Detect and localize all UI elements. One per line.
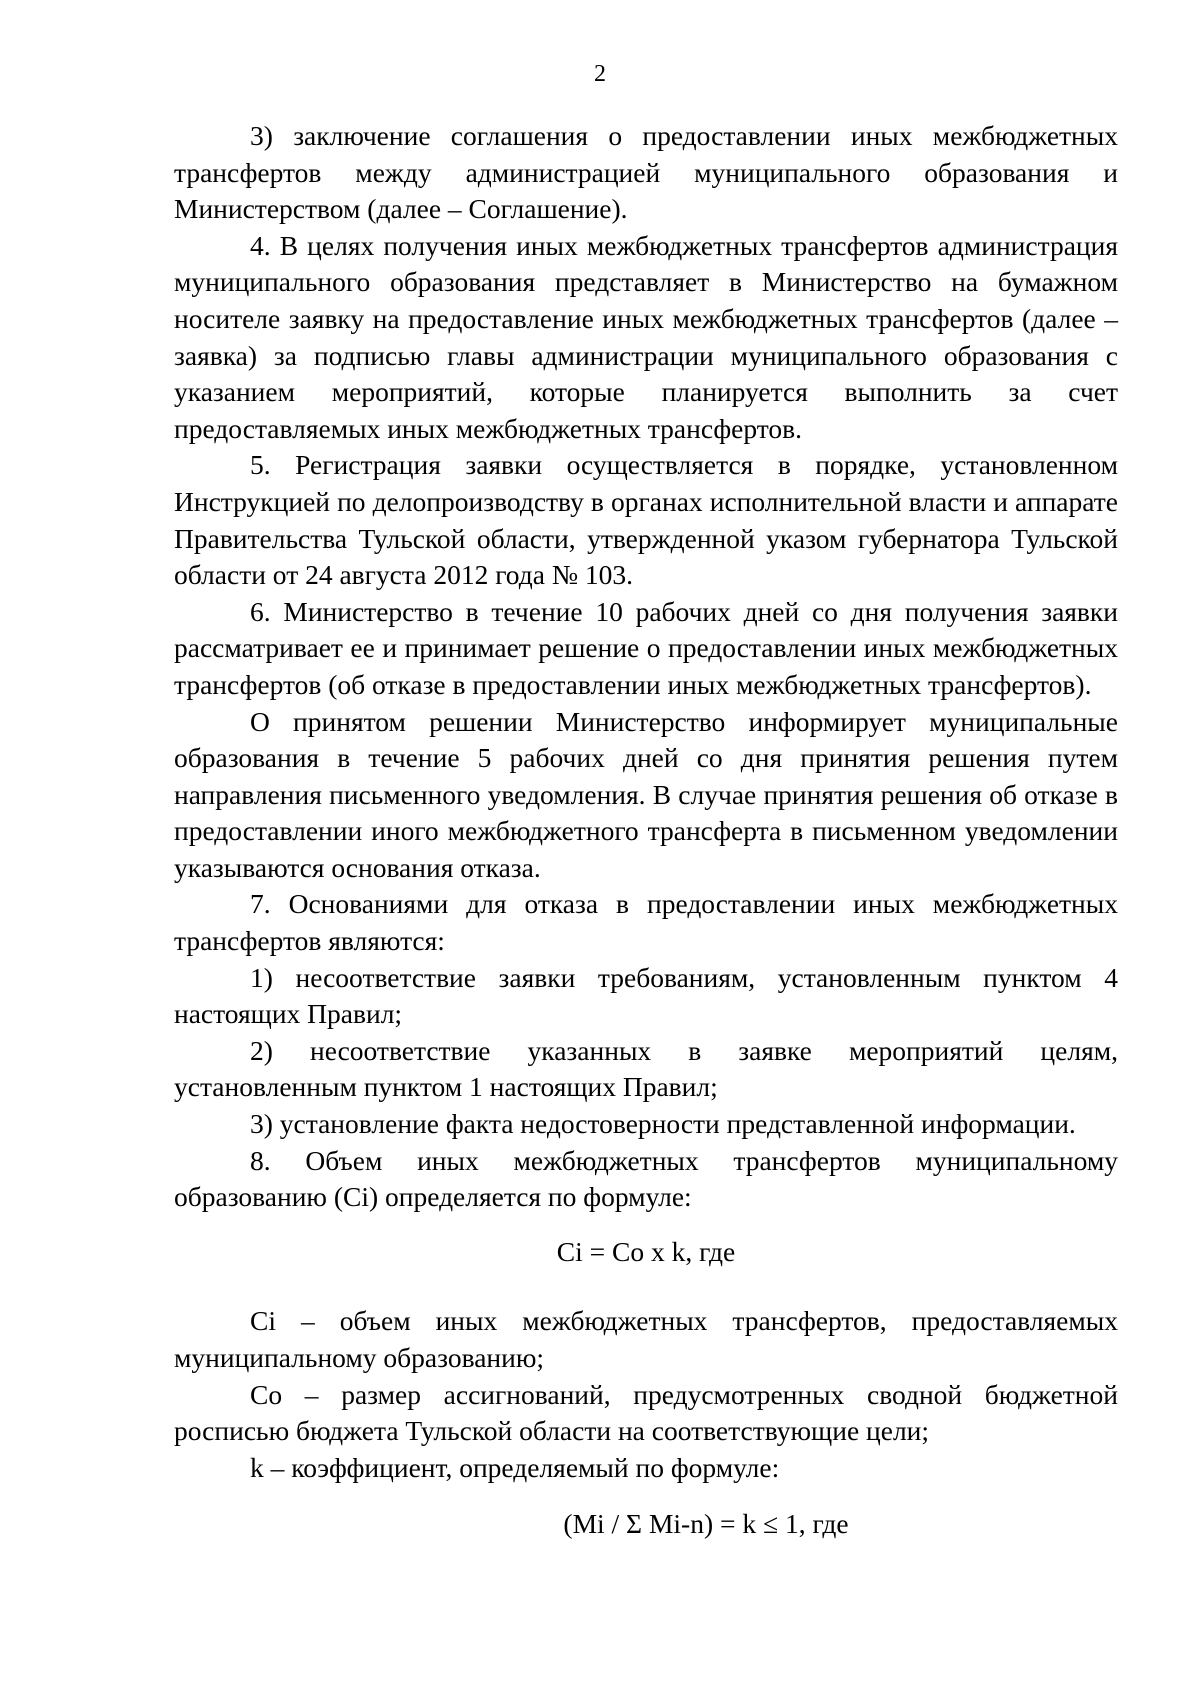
paragraph-clause-5: 5. Регистрация заявки осуществляется в порядке, установленном Инструкцией по делопроизводству в органах исполнительной власти и аппарате Правительства Тульской области, утвержденной указом губернатора Тульской области от 24 августа 2012 года № 103.	[174, 449, 1118, 591]
definition-co: Co – размер ассигнований, предусмотренных сводной бюджетной росписью бюджета Тульской области на соответствующие цели;	[174, 1378, 1118, 1447]
definition-ci: Ci – объем иных межбюджетных трансфертов, предоставляемых муниципальному образованию;	[174, 1305, 1118, 1373]
paragraph-clause-6: 6. Министерство в течение 10 рабочих дней со дня получения заявки рассматривает ее и принимает решение о предоставлении иных межбюджетных трансфертов (об отказе в предоставлении иных межбюджетных трансфертов).	[174, 595, 1118, 700]
formula-k: (Mi / Σ Mi-n) = k ≤ 1, где	[563, 1508, 849, 1540]
paragraph-clause-7: 7. Основаниями для отказа в предоставлении иных межбюджетных трансфертов являются:	[174, 888, 1118, 957]
paragraph-refusal-reason-1: 1) несоответствие заявки требованиям, установленным пунктом 4 настоящих Правил;	[174, 961, 1118, 1030]
page-number: 2	[594, 61, 606, 87]
paragraph-item-3-agreement: 3) заключение соглашения о предоставлении иных межбюджетных трансфертов между администрацией муниципального образования и Министерством (далее – Соглашение).	[174, 120, 1118, 225]
definition-k: k – коэффициент, определяемый по формуле:	[250, 1451, 780, 1483]
paragraph-refusal-reason-2: 2) несоответствие указанных в заявке мероприятий целям, установленным пунктом 1 настоящих Правил;	[174, 1034, 1118, 1103]
paragraph-clause-4: 4. В целях получения иных межбюджетных трансфертов администрация муниципального образования представляет в Министерство на бумажном носителе заявку на предоставление иных межбюджетных трансфертов (далее – заявка) за подписью главы администрации муниципального образования с указанием мероприятий, которые планируется выполнить за счет предоставляемых иных межбюджетных трансфертов.	[174, 229, 1118, 444]
formula-ci: Ci = Co x k, где	[556, 1235, 736, 1267]
document-body	[174, 118, 1118, 1543]
paragraph-clause-8: 8. Объем иных межбюджетных трансфертов муниципальному образованию (Ci) определяется по формуле:	[174, 1144, 1118, 1213]
paragraph-refusal-reason-3: 3) установление факта недостоверности представленной информации.	[250, 1108, 1076, 1140]
paragraph-decision-notice: О принятом решении Министерство информирует муниципальные образования в течение 5 рабочих дней со дня принятия решения путем направления письменного уведомления. В случае принятия решения об отказе в предоставлении иного межбюджетного трансферта в письменном уведомлении указываются основания отказа.	[174, 705, 1118, 883]
